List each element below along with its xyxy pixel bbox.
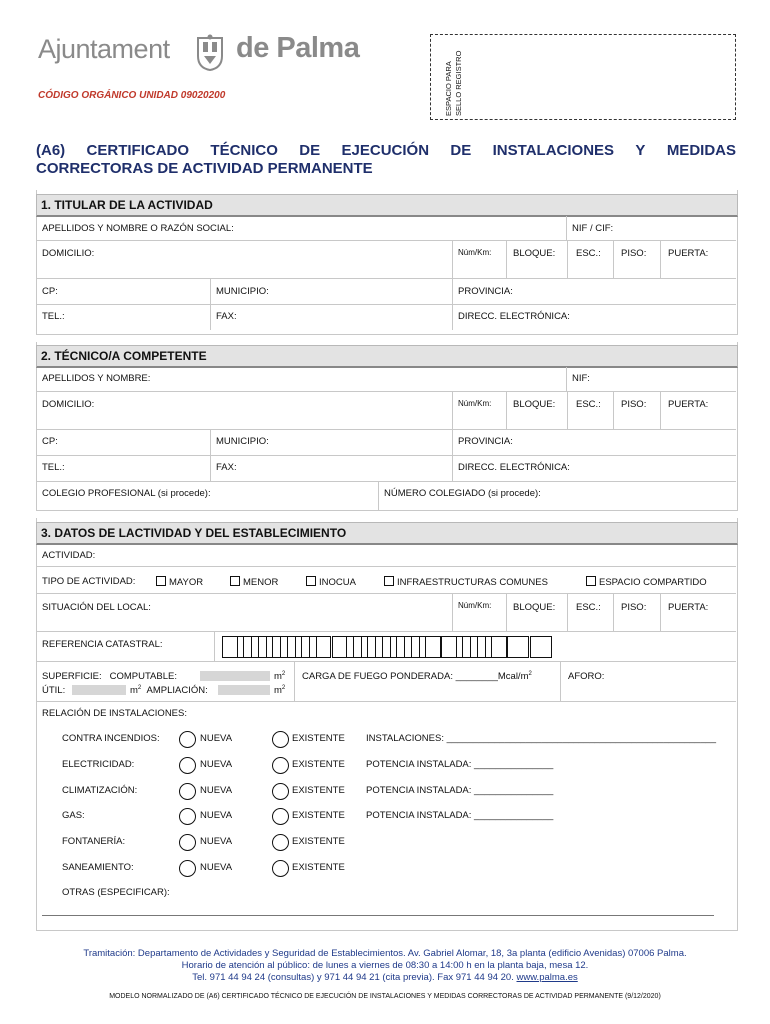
existente-label: EXISTENTE <box>292 810 345 822</box>
instalacion-extra: INSTALACIONES: ___________________________________________________ <box>366 733 717 744</box>
instalacion-label: CONTRA INCENDIOS: <box>62 733 160 744</box>
instalacion-label: FONTANERÍA: <box>62 836 126 848</box>
nueva-label: NUEVA <box>200 810 233 822</box>
title-word: CERTIFICADO <box>86 142 190 159</box>
tecnico-apellidos-label: APELLIDOS Y NOMBRE: <box>42 373 151 384</box>
tipo-menor-option[interactable] <box>230 576 278 588</box>
email-label: DIRECC. ELECTRÓNICA: <box>458 311 570 322</box>
website-link[interactable]: www.palma.es <box>516 972 578 983</box>
esc-label: ESC.: <box>576 248 601 259</box>
tecnico-puerta-label: PUERTA: <box>668 399 709 410</box>
instalacion-extra: POTENCIA INSTALADA: _______________ <box>366 810 554 822</box>
nueva-label: NUEVA <box>200 758 233 770</box>
situacion-numkm-label: Núm/Km: <box>458 601 492 610</box>
numkm-label: Núm/Km: <box>458 248 492 257</box>
domicilio-label: DOMICILIO: <box>42 248 95 259</box>
actividad-label: ACTIVIDAD: <box>42 550 96 561</box>
tel-label: TEL.: <box>42 311 65 322</box>
situacion-label: SITUACIÓN DEL LOCAL: <box>42 602 151 613</box>
existente-label: EXISTENTE <box>292 862 345 873</box>
title-word: INSTALACIONES <box>492 142 615 159</box>
tecnico-fax-label: FAX: <box>216 462 237 473</box>
relacion-instalaciones-label: RELACIÓN DE INSTALACIONES: <box>42 708 187 719</box>
footer-line3: Tel. 971 44 94 24 (consultas) y 971 44 94 21 (cita previa). Fax 971 44 94 20. www.palma.es <box>192 972 578 983</box>
ampliacion-unit: $m^2$ <box>274 685 286 697</box>
computable-field[interactable] <box>200 671 270 681</box>
municipio-label: MUNICIPIO: <box>216 286 269 297</box>
model-reference: MODELO NORMALIZADO DE (A6) CERTIFICADO TÉCNICO DE EJECUCIÓN DE INSTALACIONES Y MEDIDAS CORRECTORAS DE ACTIVIDAD PERMANENTE (9/12/2020) <box>109 993 661 1000</box>
superficie-text: SUPERFICIE: <box>42 671 102 682</box>
nueva-label: NUEVA <box>200 862 233 873</box>
colegio-label: COLEGIO PROFESIONAL (si procede): <box>42 488 211 499</box>
situacion-bloque-label: BLOQUE: <box>513 602 556 613</box>
catastral-digit-box[interactable] <box>485 636 507 658</box>
existente-radio[interactable] <box>272 757 289 774</box>
computable-unit: $m^2$ <box>274 671 286 683</box>
catastral-digit-box[interactable] <box>530 636 552 658</box>
tecnico-bloque-label: BLOQUE: <box>513 399 556 410</box>
stamp-label-line1: ESPACIO PARA <box>444 61 453 116</box>
checkbox[interactable] <box>384 576 394 586</box>
instalacion-label: SANEAMIENTO: <box>62 862 134 873</box>
option-label: MENOR <box>243 577 279 588</box>
superficie-label <box>42 671 177 682</box>
tecnico-tel-label: TEL.: <box>42 462 65 473</box>
tipo-inocua-option[interactable] <box>306 576 356 588</box>
stamp-label-line2: SELLO REGISTRO <box>454 50 463 116</box>
existente-radio[interactable] <box>272 860 289 877</box>
situacion-esc-label: ESC.: <box>576 602 601 613</box>
cp-label: CP: <box>42 286 58 297</box>
instalacion-label: GAS: <box>62 810 85 822</box>
catastral-digit-box[interactable] <box>507 636 529 658</box>
existente-radio[interactable] <box>272 731 289 748</box>
logo-ajuntament: Ajuntament <box>38 34 170 64</box>
nueva-label: NUEVA <box>200 733 233 744</box>
puerta-label: PUERTA: <box>668 248 709 259</box>
tecnico-esc-label: ESC.: <box>576 399 601 410</box>
codigo-organico: CÓDIGO ORGÁNICO UNIDAD 09020200 <box>38 90 226 101</box>
carga-fuego-label: CARGA DE FUEGO PONDERADA: $\_\_\_\_\_\_\_\_Mcal/m^2$ <box>302 671 532 683</box>
fax-label: FAX: <box>216 311 237 322</box>
tecnico-email-label: DIRECC. ELECTRÓNICA: <box>458 462 570 473</box>
nueva-radio[interactable] <box>179 783 196 800</box>
option-label: INOCUA <box>319 577 356 588</box>
title-word: Y <box>635 142 646 159</box>
num-colegiado-label: NÚMERO COLEGIADO (si procede): <box>384 488 541 499</box>
instalacion-label: CLIMATIZACIÓN: <box>62 784 138 796</box>
checkbox[interactable] <box>306 576 316 586</box>
tecnico-nif-label: NIF: <box>572 373 590 384</box>
coat-of-arms-icon <box>192 34 228 72</box>
bloque-label: BLOQUE: <box>513 248 556 259</box>
catastral-digit-box[interactable] <box>419 636 441 658</box>
title-word: DE <box>450 142 472 159</box>
util-field[interactable] <box>72 685 126 695</box>
title-word: TÉCNICO <box>210 142 278 159</box>
title-word: (A6) <box>36 142 66 159</box>
title-word: DE <box>299 142 321 159</box>
footer-info <box>20 948 750 984</box>
situacion-piso-label: PISO: <box>621 602 647 613</box>
title-line1 <box>36 142 736 160</box>
logo-de-palma: de Palma <box>236 32 360 64</box>
existente-label: EXISTENTE <box>292 733 345 744</box>
referencia-catastral-label: REFERENCIA CATASTRAL: <box>42 639 163 650</box>
provincia-label: PROVINCIA: <box>458 286 513 297</box>
title-word: MEDIDAS <box>666 142 736 159</box>
tecnico-provincia-label: PROVINCIA: <box>458 436 513 447</box>
tecnico-municipio-label: MUNICIPIO: <box>216 436 269 447</box>
piso-label: PISO: <box>621 248 647 259</box>
checkbox[interactable] <box>586 576 596 586</box>
nif-label: NIF / CIF: <box>572 223 614 234</box>
instalacion-label: ELECTRICIDAD: <box>62 758 135 770</box>
stamp-label <box>436 38 470 118</box>
option-label: ESPACIO COMPARTIDO <box>599 577 707 588</box>
option-label: INFRAESTRUCTURAS COMUNES <box>397 577 548 588</box>
nueva-label: NUEVA <box>200 784 233 796</box>
tecnico-piso-label: PISO: <box>621 399 647 410</box>
tecnico-domicilio-label: DOMICILIO: <box>42 399 95 410</box>
section-1-heading: 1. TITULAR DE LA ACTIVIDAD <box>36 194 738 217</box>
existente-label: EXISTENTE <box>292 784 345 796</box>
ampliacion-label: $m^2$ AMPLIACIÓN: <box>130 685 208 697</box>
section-3-heading: 3. DATOS DE LACTIVIDAD Y DEL ESTABLECIMIENTO <box>36 522 738 545</box>
section-2-heading: 2. TÉCNICO/A COMPETENTE <box>36 345 738 368</box>
checkbox[interactable] <box>156 576 166 586</box>
nueva-label: NUEVA <box>200 836 233 848</box>
otras-line[interactable] <box>42 915 714 916</box>
ampliacion-field[interactable] <box>218 685 270 695</box>
tipo-mayor-option[interactable] <box>156 576 203 588</box>
util-label: ÚTIL: <box>42 685 66 696</box>
existente-label: EXISTENTE <box>292 758 345 770</box>
checkbox[interactable] <box>230 576 240 586</box>
footer-line2: Horario de atención al público: de lunes a viernes de 08:30 a 14:00 h en la planta baja, mesa 12. <box>181 960 589 971</box>
tecnico-cp-label: CP: <box>42 436 58 447</box>
tipo-actividad-label: TIPO DE ACTIVIDAD: <box>42 576 136 587</box>
existente-radio[interactable] <box>272 783 289 800</box>
instalacion-extra: POTENCIA INSTALADA: _______________ <box>366 758 554 770</box>
instalacion-extra: POTENCIA INSTALADA: _______________ <box>366 784 554 796</box>
nueva-radio[interactable] <box>179 731 196 748</box>
apellidos-label: APELLIDOS Y NOMBRE O RAZÓN SOCIAL: <box>42 223 234 234</box>
registry-stamp-area <box>430 34 736 120</box>
nueva-radio[interactable] <box>179 860 196 877</box>
situacion-puerta-label: PUERTA: <box>668 602 709 613</box>
otras-label: OTRAS (ESPECIFICAR): <box>62 887 170 898</box>
tecnico-numkm-label: Núm/Km: <box>458 399 492 408</box>
catastral-digit-box[interactable] <box>309 636 331 658</box>
computable-text: COMPUTABLE: <box>109 671 177 682</box>
existente-label: EXISTENTE <box>292 836 345 848</box>
footer-line1: Tramitación: Departamento de Actividades y Seguridad de Establecimientos. Av. Gabriel Alomar, 18, 3a planta (edificio Avenidas) 07006 Palma. <box>83 948 687 959</box>
form-title <box>36 142 736 178</box>
tipo-espacio-compartido-option[interactable] <box>586 576 707 588</box>
title-word: EJECUCIÓN <box>341 142 430 159</box>
title-line2: CORRECTORAS DE ACTIVIDAD PERMANENTE <box>36 160 373 177</box>
tipo-infraestructuras-option[interactable] <box>384 576 548 588</box>
nueva-radio[interactable] <box>179 757 196 774</box>
option-label: MAYOR <box>169 577 204 588</box>
aforo-label: AFORO: <box>568 671 605 682</box>
